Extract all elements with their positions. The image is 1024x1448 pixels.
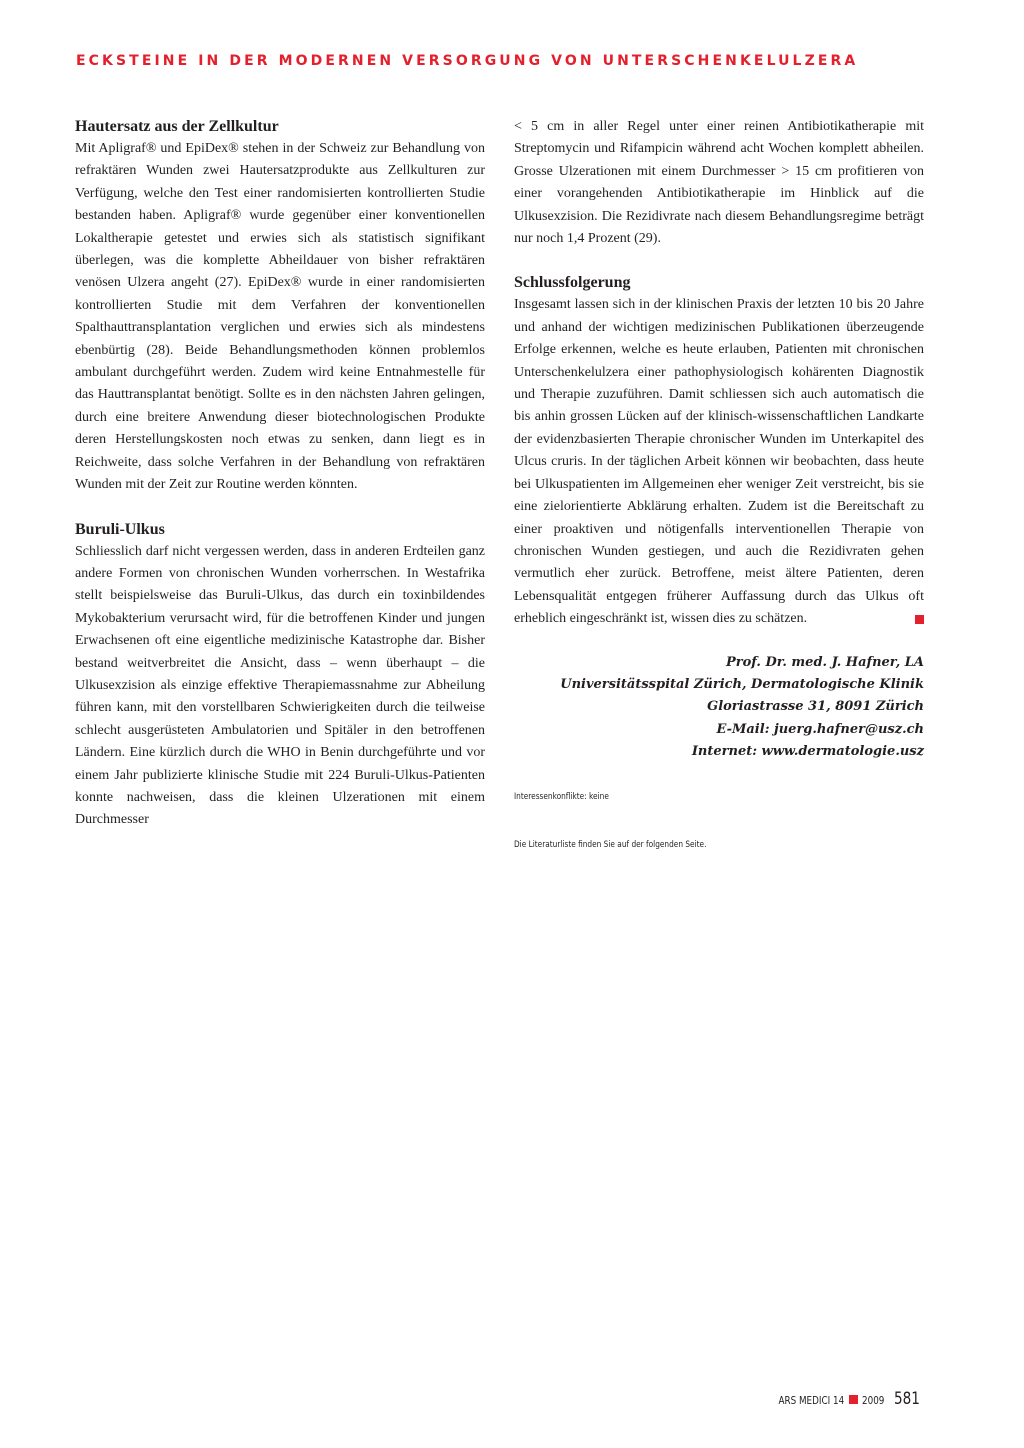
paragraph-schlussfolgerung: [514, 294, 924, 630]
journal-year: 2009: [861, 1394, 884, 1407]
journal-name: ARS MEDICI 14: [778, 1394, 845, 1407]
end-of-article-square-icon: [915, 615, 924, 624]
footer-square-icon: [849, 1395, 858, 1404]
conflicts-of-interest-note: Interessenkonflikte: keine: [514, 791, 609, 802]
author-institution: Universitätsspital Zürich, Dermatologische Klinik: [560, 676, 924, 692]
page-footer: [762, 1389, 926, 1409]
section-heading-hautersatz: Hautersatz aus der Zellkultur: [75, 118, 279, 135]
paragraph-buruli-continued: < 5 cm in aller Regel unter einer reinen Antibiotikatherapie mit Streptomycin und Rifampicin während acht Wochen komplett abheilen. Grosse Ulzerationen mit einem Durchmesser > 15 cm profitieren von einer vorangehenden Antibiotikatherapie im Hinblick auf die Ulkusexzision. Die Rezidivrate nach diesem Behandlungsregime beträgt nur noch 1,4 Prozent (29).: [514, 119, 924, 247]
author-block: [514, 652, 924, 764]
section-heading-buruli: Buruli-Ulkus: [75, 520, 165, 538]
author-email: E-Mail: juerg.hafner@usz.ch: [716, 721, 924, 737]
section-heading-schlussfolgerung: Schlussfolgerung: [514, 274, 631, 292]
literature-note: Die Literaturliste finden Sie auf der folgenden Seite.: [514, 839, 707, 850]
author-website: Internet: www.dermatologie.usz: [691, 744, 924, 760]
page-number: 581: [893, 1389, 920, 1409]
right-column: [514, 116, 924, 850]
running-head: ECKSTEINE IN DER MODERNEN VERSORGUNG VON UNTERSCHENKELULZERA: [76, 53, 859, 69]
paragraph-schlussfolgerung-text: Insgesamt lassen sich in der klinischen Praxis der letzten 10 bis 20 Jahre und anhand der wichtigen medizinischen Publikationen überzeugende Erfolge erkennen, welche es heute erlauben, Patienten mit chronischen Unterschenkelulzera einer pathophysiologisch kohärenten Diagnostik und Therapie zuzuführen. Damit schliessen sich auch automatisch die bis anhin grossen Lücken auf der klinisch-wissenschaftlichen Landkarte der evidenzbasierten Therapie chronischer Wunden im Unterkapitel des Ulcus cruris. In der täglichen Arbeit können wir beobachten, dass heute bei Ulkuspatienten im Allgemeinen eher weniger Zeit verstreicht, bis sie eine zielorientierte Abklärung erhalten. Zudem ist die Bereitschaft zu einer proaktiven und nötigenfalls interventionellen Therapie von chronischen Wunden gestiegen, und auch die Rezidivraten gehen vermutlich eher zurück. Betroffene, meist ältere Patienten, deren Lebensqualität entgegen früherer Auffassung durch das Ulkus oft erheblich eingeschränkt ist, wissen dies zu schätzen.: [514, 297, 924, 627]
author-address: Gloriastrasse 31, 8091 Zürich: [707, 699, 924, 715]
paragraph-buruli: Schliesslich darf nicht vergessen werden, dass in anderen Erdteilen ganz andere Formen von chronischen Wunden vorherrschen. In Westafrika stellt beispielsweise das Buruli-Ulkus, das durch ein toxinbildendes Mykobakterium verursacht wird, für die betroffenen Kinder und jungen Erwachsenen oft eine eigentliche medizinische Katastrophe dar. Bisher bestand weitverbreitet die Ansicht, dass – wenn überhaupt – die Ulkusexzision als einzige effektive Therapiemassnahme zur Abheilung führen kann, mit den vorstellbaren Schwierigkeiten durch die teilweise schlecht ausgerüsteten Ambulatorien und Spitäler in den betroffenen Ländern. Eine kürzlich durch die WHO in Benin durchgeführte und vor einem Jahr publizierte klinische Studie mit 224 Buruli-Ulkus-Patienten konnte nachweisen, dass die kleinen Ulzerationen mit einem Durchmesser: [75, 543, 485, 828]
paragraph-hautersatz: Mit Apligraf® und EpiDex® stehen in der Schweiz zur Behandlung von refraktären Wunden zwei Hautersatzprodukte aus Zellkulturen zur Verfügung, welche den Test einer randomisierten kontrollierten Studie bestanden haben. Apligraf® wurde gegenüber einer konventionellen Lokaltherapie getestet und erwies sich als statistisch signifikant überlegen, was die komplette Abheildauer von bisher refraktären venösen Ulzera angeht (27). EpiDex® wurde in einer randomisierten kontrollierten Studie mit dem Verfahren der konventionellen Spalthauttransplantation verglichen und erwies sich als mindestens ebenbürtig (28). Beide Behandlungsmethoden können problemlos ambulant durchgeführt werden. Zudem wird keine Entnahmestelle für das Hauttransplantat benötigt. Sollte es in den nächsten Jahren gelingen, durch eine breitere Anwendung dieser biotechnologischen Produkte deren Herstellungskosten noch etwas zu senken, dann liegt es in Reichweite, dass solche Verfahren in der Behandlung von refraktären Wunden mit der Zeit zur Routine werden könnten.: [75, 141, 485, 493]
author-name: Prof. Dr. med. J. Hafner, LA: [725, 654, 924, 670]
left-column: [75, 116, 485, 832]
